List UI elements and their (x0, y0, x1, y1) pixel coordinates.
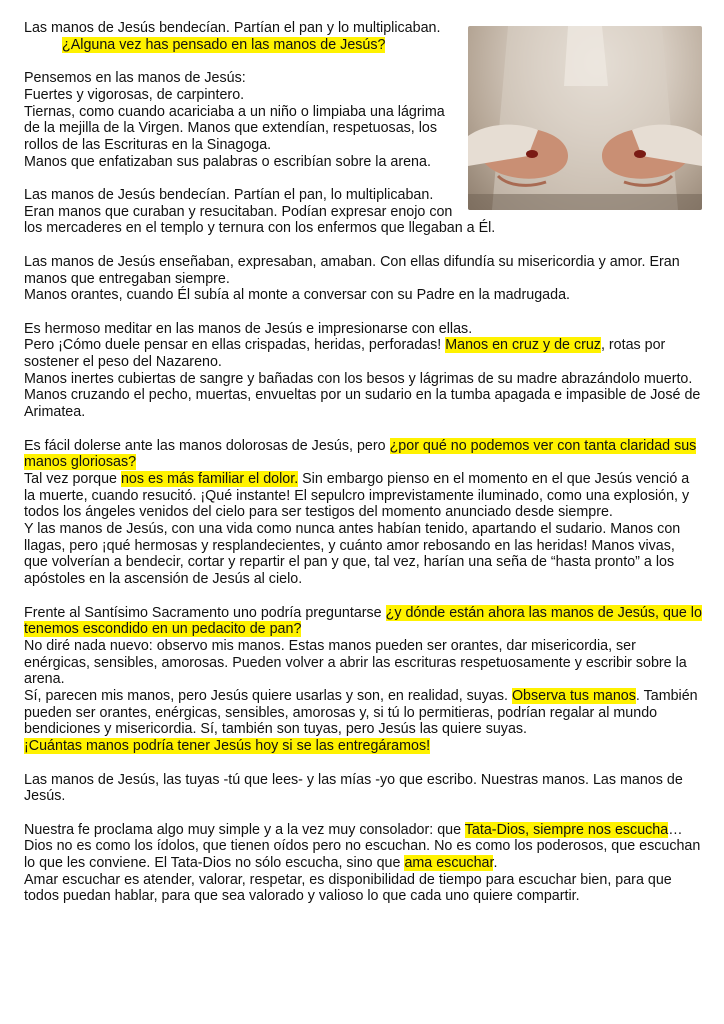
hands-illustration (468, 26, 702, 210)
text-line (24, 521, 702, 588)
text-line (24, 321, 702, 338)
text-run: Sí, parecen mis manos, pero Jesús quiere usarlas y son, en realidad, suyas. (24, 688, 512, 705)
text-run: Pensemos en las manos de Jesús: (24, 70, 246, 87)
text-run: Pero ¡Cómo duele pensar en ellas crispadas, heridas, perforadas! (24, 337, 446, 354)
text-line (24, 738, 702, 755)
highlighted-text: ¿y dónde están ahora las manos de Jesús, que lo tenemos escondido en un pedacito de pan? (24, 604, 702, 638)
text-line (24, 872, 702, 905)
text-line (24, 371, 702, 388)
text-run: Manos que enfatizaban sus palabras o escribían sobre la arena. (24, 153, 431, 170)
text-run: Manos orantes, cuando Él subía al monte a conversar con su Padre en la madrugada. (24, 287, 570, 304)
text-line (24, 287, 702, 304)
highlighted-text: ¿Alguna vez has pensado en las manos de Jesús? (62, 36, 386, 53)
text-run: … (668, 821, 683, 838)
highlighted-text: ¿por qué no podemos ver con tanta claridad sus manos gloriosas? (24, 437, 697, 471)
text-run: Manos cruzando el pecho, muertas, envueltas por un sudario en la tumba apagada e impasible de José de Arimatea. (24, 387, 701, 421)
paragraph-block (24, 438, 702, 588)
text-line (24, 822, 702, 839)
text-run: Y las manos de Jesús, con una vida como nunca antes habían tenido, apartando el sudario. Manos con llagas, pero ¡qué hermosas y resplandecientes, y cuánto amor rebosando en las heridas! Manos vivas, que volverían a bendecir, cortar y repartir el pan y que, tal vez, harían una seña de “hasta pronto” a los apóstoles en la ascensión de Jesús al cielo. (24, 521, 681, 588)
text-line (24, 387, 702, 420)
text-run: Sin embargo pienso en el momento en el que Jesús venció a la muerte, cuando resucitó. ¡Qué instante! El sepulcro imprevistamente iluminado, como una explosión, y todos los ángeles venidos del cielo para ser testigos del momento anunciado desde siempre. (24, 470, 690, 521)
text-run: Dios no es como los ídolos, que tienen oídos pero no escuchan. No es como los poderosos, que escuchan lo que les conviene. El Tata-Dios no sólo escucha, sino que (24, 838, 701, 872)
highlighted-text: Manos en cruz y de cruz (445, 337, 601, 354)
paragraph-block (24, 321, 702, 421)
text-run: Amar escuchar es atender, valorar, respetar, es disponibilidad de tiempo para escuchar bien, para que todos puedan hablar, para que sea valorado y valioso lo que cada uno quiere compartir. (24, 871, 672, 905)
text-run: Fuertes y vigorosas, de carpintero. (24, 86, 245, 103)
text-run: , rotas por sostener el peso del Nazareno. (24, 337, 666, 370)
hands-with-wounds-photo (468, 26, 702, 210)
text-line (24, 471, 702, 521)
highlighted-text: Tata-Dios, siempre nos escucha (464, 821, 669, 838)
paragraph-block (24, 605, 702, 755)
text-run: Es fácil dolerse ante las manos dolorosas de Jesús, pero (24, 437, 390, 454)
text-run: Las manos de Jesús, las tuyas -tú que lees- y las mías -yo que escribo. Nuestras manos. Las manos de Jesús. (24, 771, 683, 805)
text-run: Es hermoso meditar en las manos de Jesús e impresionarse con ellas. (24, 320, 473, 337)
text-run: No diré nada nuevo: observo mis manos. Estas manos pueden ser orantes, dar misericordia, ser enérgicas, sensibles, amorosas. Pueden volver a abrir las escrituras respetuosamente y escribir sobre la arena. (24, 637, 687, 688)
highlighted-text: ¡Cuántas manos podría tener Jesús hoy si se las entregáramos! (24, 738, 431, 755)
text-line (24, 772, 702, 805)
text-run: Tiernas, como cuando acariciaba a un niño o limpiaba una lágrima de la mejilla de la Virgen. Manos que extendían, respetuosas, los rollos de las Escrituras en la Sinagoga. (24, 103, 445, 153)
highlighted-text: Observa tus manos (511, 688, 636, 705)
text-run: Manos inertes cubiertas de sangre y bañadas con los besos y lágrimas de su madre abrazándolo muerto. (24, 370, 693, 387)
text-run: Frente al Santísimo Sacramento uno podría preguntarse (24, 604, 386, 621)
text-line (24, 638, 702, 688)
text-run: . (493, 855, 498, 872)
text-run: Nuestra fe proclama algo muy simple y a la vez muy consolador: que (24, 821, 465, 838)
text-run: Eran manos que curaban y resucitaban. Podían expresar enojo con los mercaderes en el templo y ternura con los enfermos que llegaban a Él. (24, 203, 496, 237)
paragraph-block (24, 772, 702, 805)
text-line (24, 337, 702, 370)
text-run: Las manos de Jesús enseñaban, expresaban, amaban. Con ellas difundía su misericordia y amor. Eran manos que entregaban siempre. (24, 253, 680, 287)
paragraph-block (24, 254, 702, 304)
paragraph-block (24, 822, 702, 906)
text-run: Las manos de Jesús bendecían. Partían el pan y lo multiplicaban. (24, 20, 441, 36)
text-run: Las manos de Jesús bendecían. Partían el pan, lo multiplicaban. (24, 187, 434, 203)
text-run: . También pueden ser orantes, enérgicas, sensibles, amorosas y, si tú lo permitieras, podrían regalar al mundo bendiciones y misericordia. Sí, también son tuyas, pero Jesús las quiere suyas. (24, 688, 698, 738)
text-line (24, 838, 702, 871)
document-page (24, 20, 702, 922)
text-run: Tal vez porque (24, 470, 121, 487)
text-line (24, 605, 702, 638)
text-line (24, 438, 702, 471)
highlighted-text: nos es más familiar el dolor. (120, 470, 299, 487)
text-line (24, 254, 702, 287)
text-line (24, 688, 702, 738)
highlighted-text: ama escuchar (404, 855, 494, 872)
